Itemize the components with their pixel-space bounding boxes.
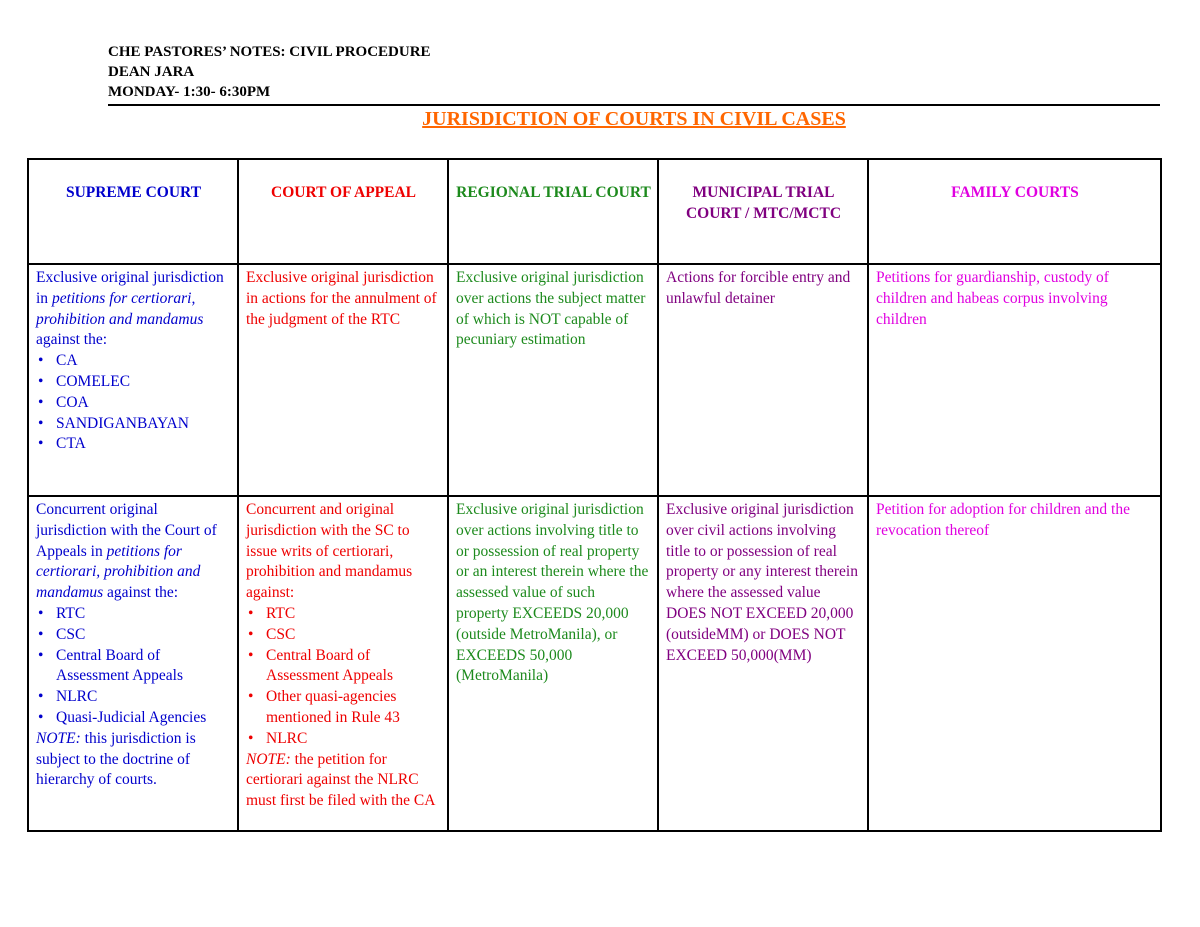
list-item: • Central Board of Assessment Appeals (246, 646, 441, 688)
supreme-row2-writs: petitions for certiorari, prohibition and mandamus (36, 542, 201, 602)
appeal-note-label: NOTE: (246, 750, 291, 768)
list-item: • CA (36, 351, 231, 372)
cell-rtc-row2: Exclusive original jurisdiction over actions involving title to or possession of real property or an interest therein where the assessed value of such property EXCEEDS 20,000 (outside MetroManila), or EXCEEDS 50,000 (MetroManila) (448, 496, 658, 831)
col-header-court-of-appeal: COURT OF APPEAL (238, 159, 448, 264)
cell-appeal-row1: Exclusive original jurisdiction in actions for the annulment of the judgment of the RTC (238, 264, 448, 496)
list-item: • CSC (246, 625, 441, 646)
list-item: • COMELEC (36, 372, 231, 393)
list-item: • RTC (246, 604, 441, 625)
supreme-note-text: this jurisdiction is subject to the doctrine of hierarchy of courts. (36, 729, 196, 789)
col-header-family-courts: FAMILY COURTS (868, 159, 1161, 264)
list-item: • COA (36, 393, 231, 414)
jurisdiction-table (27, 158, 1162, 832)
header-line-1: CHE PASTORES’ NOTES: CIVIL PROCEDURE (108, 44, 431, 60)
header-line-2: DEAN JARA (108, 64, 195, 80)
supreme-row2-intro: Concurrent original jurisdiction with the Court of Appeals in (36, 501, 217, 560)
col-header-supreme-court: SUPREME COURT (28, 159, 238, 264)
supreme-row2-intro-end: against the: (103, 584, 179, 602)
supreme-note-label: NOTE: (36, 729, 81, 747)
list-item: • RTC (36, 604, 231, 625)
table-row (28, 496, 1161, 831)
appeal-row2-list (246, 604, 441, 750)
table-header-row (28, 159, 1161, 264)
appeal-note-text: the petition for certiorari against the NLRC must first be filed with the CA (246, 750, 436, 810)
cell-supreme-row1 (28, 264, 238, 496)
cell-appeal-row2 (238, 496, 448, 831)
header-line-3: MONDAY- 1:30- 6:30PM (108, 84, 271, 100)
cell-mtc-row1: Actions for forcible entry and unlawful detainer (658, 264, 868, 496)
header-divider (108, 104, 1160, 106)
supreme-row1-list (36, 351, 231, 455)
appeal-row2-intro: Concurrent and original jurisdiction with the SC to issue writs of certiorari, prohibition and mandamus against: (246, 501, 413, 602)
cell-family-row2: Petition for adoption for children and the revocation thereof (868, 496, 1161, 831)
list-item: • SANDIGANBAYAN (36, 414, 231, 435)
list-item: • Central Board of Assessment Appeals (36, 646, 231, 688)
col-header-municipal-trial-court: MUNICIPAL TRIAL COURT / MTC/MCTC (658, 159, 868, 264)
supreme-row1-intro-end: against the: (36, 331, 108, 349)
list-item: • NLRC (246, 729, 441, 750)
supreme-row1-intro: Exclusive original jurisdiction in (36, 269, 224, 307)
cell-family-row1: Petitions for guardianship, custody of children and habeas corpus involving children (868, 264, 1161, 496)
col-header-regional-trial-court: REGIONAL TRIAL COURT (448, 159, 658, 264)
document-header (108, 42, 431, 102)
list-item: • CSC (36, 625, 231, 646)
list-item: • Other quasi-agencies mentioned in Rule 43 (246, 687, 441, 729)
cell-supreme-row2 (28, 496, 238, 831)
cell-mtc-row2: Exclusive original jurisdiction over civil actions involving title to or possession of real property or any interest therein where the assessed value DOES NOT EXCEED 20,000 (outsideMM) or DOES NOT EXCEED 50,000(MM) (658, 496, 868, 831)
list-item: • Quasi-Judicial Agencies (36, 708, 231, 729)
table-row (28, 264, 1161, 496)
supreme-row1-writs: petitions for certiorari, prohibition and mandamus (36, 289, 204, 328)
supreme-row2-list (36, 604, 231, 729)
list-item: • CTA (36, 434, 231, 455)
document-title: JURISDICTION OF COURTS IN CIVIL CASES (422, 108, 846, 130)
list-item: • NLRC (36, 687, 231, 708)
cell-rtc-row1: Exclusive original jurisdiction over actions the subject matter of which is NOT capable of pecuniary estimation (448, 264, 658, 496)
